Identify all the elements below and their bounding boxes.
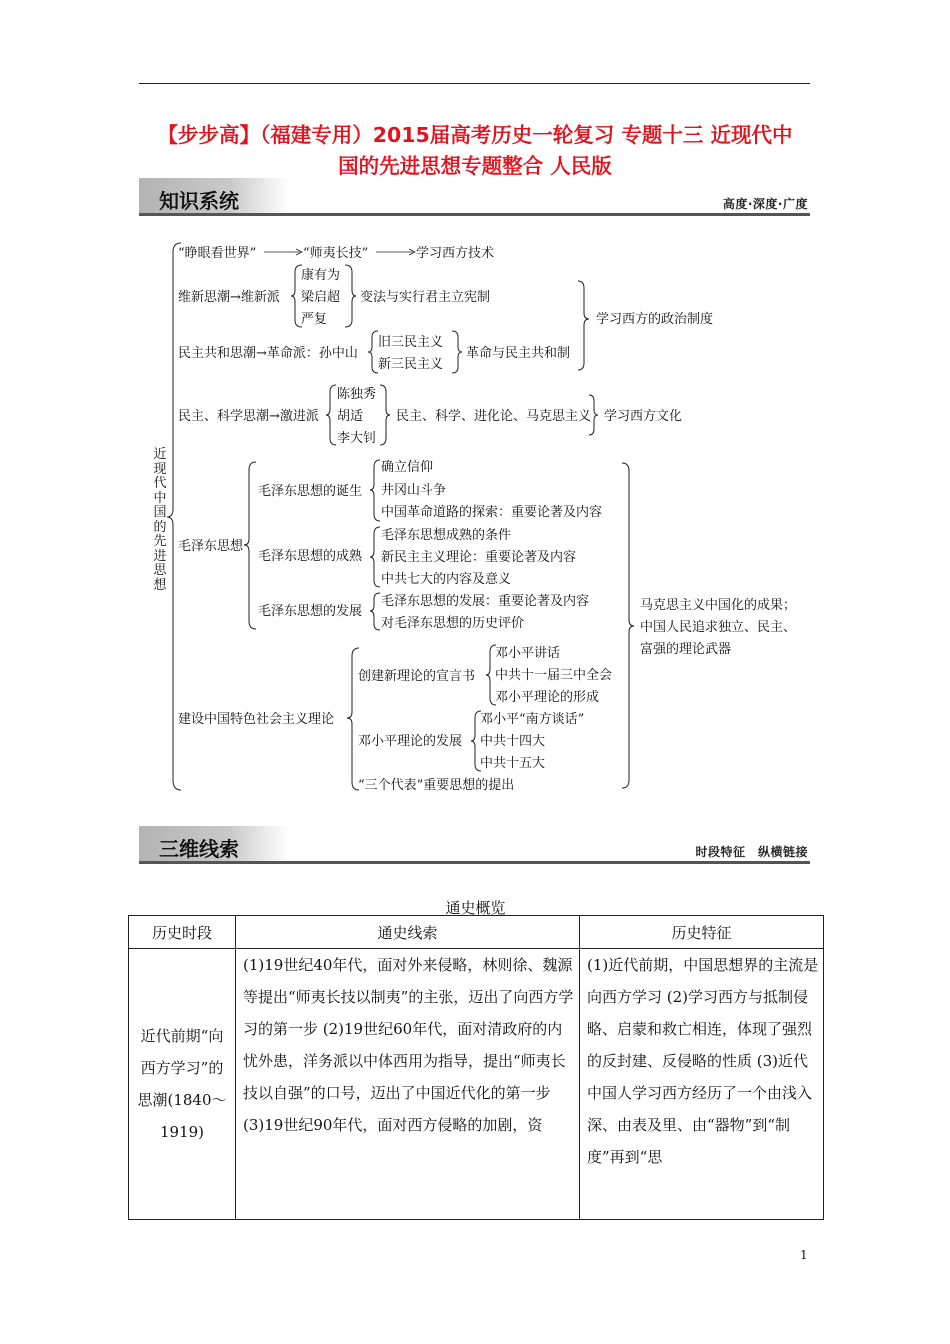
brace-minzhu-close: [452, 331, 462, 373]
text-deng-manifesto-label: 创建新理论的宣言书: [358, 669, 476, 684]
brace-deng-manifesto: [486, 645, 496, 705]
section-tab: [139, 178, 289, 216]
text-mao-develop-0: 毛泽东思想的发展：重要论著及内容: [381, 594, 590, 609]
arrow-2: [376, 249, 415, 255]
text-kexue-p2: 李大钊: [337, 431, 377, 446]
text-deng-manifesto-2: 邓小平理论的形成: [495, 690, 600, 705]
text-weixin-p1: 梁启超: [301, 290, 341, 305]
text-mao-birth-0: 确立信仰: [381, 460, 434, 475]
column-header: 历史特征: [580, 916, 824, 949]
text-weixin-label: 维新思潮→维新派: [178, 290, 280, 305]
brace-weixin-people: [291, 265, 302, 327]
text-marxism-0: 马克思主义中国化的成果；: [640, 598, 797, 613]
brace-mao-mature: [370, 527, 380, 587]
brace-deng-develop: [471, 711, 481, 771]
text-kexue-content: 民主、科学、进化论、马克思主义: [396, 409, 592, 424]
section-rule: [139, 861, 810, 864]
text-deng-manifesto-0: 邓小平讲话: [495, 646, 561, 661]
cell-features: (1)近代前期，中国思想界的主流是向西方学习 (2)学习西方与抵制侵略、启蒙和救亡相连，体现了强烈的反封建、反侵略的性质 (3)近代中国人学习西方经历了一个由浅入深、由表及里、由“器物”到“制度”再到“思: [580, 949, 824, 1220]
text-marxism-2: 富强的理论武器: [640, 642, 732, 657]
text-mao-mature-0: 毛泽东思想成熟的条件: [381, 528, 512, 543]
page-number: 1: [800, 1248, 808, 1262]
cell-clues: (1)19世纪40年代，面对外来侵略，林则徐、魏源等提出“师夷长技以制夷”的主张，迈出了向西方学习的第一步 (2)19世纪60年代，面对清政府的内忧外患，洋务派以中体西用为指导，提出“师夷长技以自强”的口号，迈出了中国近代化的第一步 (3)19世纪90年代，面对西方侵略的加剧，资: [236, 949, 580, 1220]
brace-minzhu-items: [368, 331, 378, 373]
root-brace: [167, 243, 181, 790]
arrow-1: [264, 249, 302, 255]
section-title: 三维线索: [159, 837, 239, 861]
text-deng-label: 建设中国特色社会主义理论: [178, 712, 335, 727]
text-mao-mature-2: 中共七大的内容及意义: [381, 572, 512, 587]
column-header: 历史时段: [129, 916, 236, 949]
text-kexue-label: 民主、科学思潮→激进派: [178, 409, 319, 424]
text-mao-develop-1: 对毛泽东思想的历史评价: [381, 616, 525, 631]
text-mao-develop-label: 毛泽东思想的发展: [258, 604, 363, 619]
text-kexue-p0: 陈独秀: [337, 387, 377, 402]
table-caption: 通史概览: [445, 899, 506, 917]
section-rule: [139, 213, 810, 216]
text-minzhu-label: 民主共和思潮→革命派：孙中山: [178, 346, 358, 361]
title-line-2: 国的先进思想专题整合 人民版: [338, 154, 612, 178]
section-tab: [139, 826, 289, 864]
text-deng-develop-2: 中共十五大: [480, 756, 546, 771]
text-row1-c: 学习西方技术: [416, 246, 495, 261]
text-deng-three: “三个代表”重要思想的提出: [358, 778, 515, 793]
text-weixin-p2: 严复: [301, 312, 328, 327]
text-mao-label: 毛泽东思想: [178, 539, 244, 554]
column-header: 通史线索: [236, 916, 580, 949]
text-row1-b: “师夷长技”: [303, 246, 369, 261]
section-subtitle: 高度·深度·广度: [722, 197, 808, 211]
text-deng-develop-1: 中共十四大: [480, 734, 546, 749]
brace-marxism: [622, 463, 634, 788]
text-minzhu-i1: 新三民主义: [378, 357, 444, 372]
brace-weixin-close: [345, 265, 356, 327]
title-line-1: 【步步高】（福建专用）2015届高考历史一轮复习 专题十三 近现代中: [157, 123, 793, 147]
table-header-row: [129, 916, 824, 949]
text-kexue-p1: 胡适: [337, 409, 364, 424]
table-row: [129, 949, 824, 1220]
brace-mao-develop: [370, 593, 380, 630]
text-kexue-result: 学习西方文化: [604, 409, 683, 424]
text-minzhu-content: 革命与民主共和制: [466, 346, 571, 361]
brace-kexue-people: [326, 385, 336, 445]
section-title: 知识系统: [159, 189, 239, 213]
text-mao-birth-1: 井冈山斗争: [381, 483, 447, 498]
text-mao-mature-label: 毛泽东思想的成熟: [258, 549, 363, 564]
cell-period: 近代前期“向西方学习”的思潮(1840～1919): [129, 949, 236, 1220]
page-title: [139, 120, 811, 182]
brace-kexue-close: [380, 385, 390, 445]
brace-kexue-result: [589, 395, 598, 435]
text-row1-a: “睁眼看世界”: [178, 246, 257, 261]
brace-politics: [578, 281, 589, 370]
section-subtitle: 时段特征 纵横链接: [695, 845, 808, 859]
text-deng-develop-label: 邓小平理论的发展: [358, 734, 463, 749]
section-knowledge: [139, 178, 810, 216]
text-weixin-p0: 康有为: [301, 268, 341, 283]
text-minzhu-i0: 旧三民主义: [378, 335, 444, 350]
brace-mao-birth: [370, 460, 380, 521]
text-mao-birth-label: 毛泽东思想的诞生: [258, 484, 363, 499]
section-clues: [139, 826, 810, 864]
root-label: 近现代中国的先进思想: [153, 447, 167, 593]
text-deng-develop-0: 邓小平“南方谈话”: [480, 712, 585, 727]
brace-mao: [244, 462, 256, 629]
brace-deng: [347, 648, 359, 790]
text-marxism-1: 中国人民追求独立、民主、: [640, 620, 797, 635]
top-rule: [139, 83, 810, 84]
text-politics-result: 学习西方的政治制度: [596, 312, 714, 327]
text-deng-manifesto-1: 中共十一届三中全会: [495, 668, 613, 683]
text-mao-birth-2: 中国革命道路的探索：重要论著及内容: [381, 505, 603, 520]
text-weixin-content: 变法与实行君主立宪制: [360, 290, 491, 305]
history-table: [128, 915, 824, 1220]
text-mao-mature-1: 新民主主义理论：重要论著及内容: [381, 550, 577, 565]
